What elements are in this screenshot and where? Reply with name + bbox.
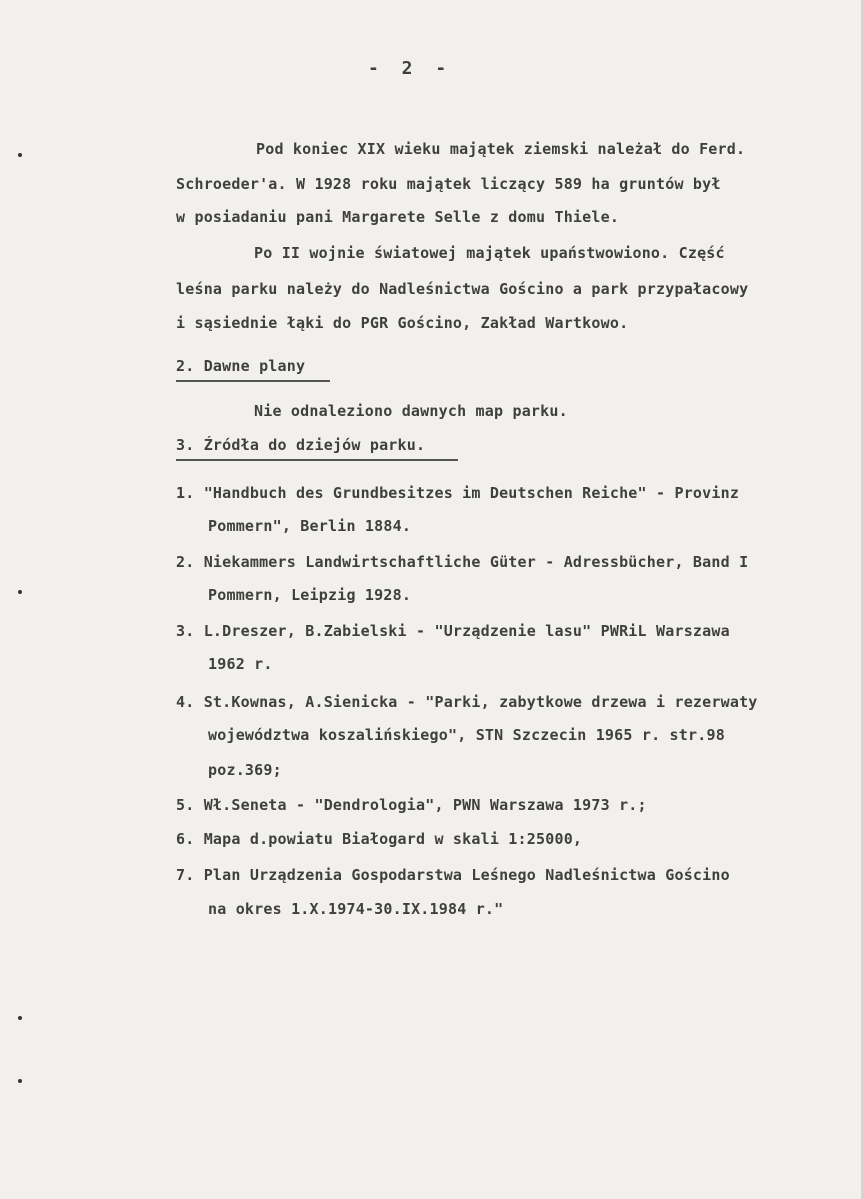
source-line: poz.369; bbox=[208, 761, 282, 779]
source-line: 1. "Handbuch des Grundbesitzes im Deutschen Reiche" - Provinz bbox=[176, 484, 740, 502]
margin-mark bbox=[18, 590, 22, 594]
paragraph-line: Po II wojnie światowej majątek upaństwowiono. Część bbox=[254, 244, 725, 262]
source-line: Pommern", Berlin 1884. bbox=[208, 517, 412, 535]
paragraph-line: Pod koniec XIX wieku majątek ziemski należał do Ferd. bbox=[256, 140, 746, 158]
paragraph-line: leśna parku należy do Nadleśnictwa Gościno a park przypałacowy bbox=[176, 280, 749, 298]
heading-underline bbox=[176, 380, 330, 382]
section-heading: 3. Źródła do dziejów parku. bbox=[176, 436, 426, 454]
margin-mark bbox=[18, 1016, 22, 1020]
source-line: 5. Wł.Seneta - "Dendrologia", PWN Warszawa 1973 r.; bbox=[176, 796, 647, 814]
heading-underline bbox=[176, 459, 458, 461]
margin-mark bbox=[18, 153, 22, 157]
paragraph-line: w posiadaniu pani Margarete Selle z domu Thiele. bbox=[176, 208, 620, 226]
source-line: na okres 1.X.1974-30.IX.1984 r." bbox=[208, 900, 504, 918]
page-number: - 2 - bbox=[368, 58, 453, 79]
margin-mark bbox=[18, 1079, 22, 1083]
section-heading: 2. Dawne plany bbox=[176, 357, 306, 375]
source-line: 1962 r. bbox=[208, 655, 273, 673]
source-line: 6. Mapa d.powiatu Białogard w skali 1:25000, bbox=[176, 830, 583, 848]
section-text: Nie odnaleziono dawnych map parku. bbox=[254, 402, 568, 420]
source-line: 2. Niekammers Landwirtschaftliche Güter - Adressbücher, Band I bbox=[176, 553, 749, 571]
source-line: województwa koszalińskiego", STN Szczecin 1965 r. str.98 bbox=[208, 726, 725, 744]
paragraph-line: Schroeder'a. W 1928 roku majątek liczący 589 ha gruntów był bbox=[176, 175, 721, 193]
source-line: 4. St.Kownas, A.Sienicka - "Parki, zabytkowe drzewa i rezerwaty bbox=[176, 693, 758, 711]
source-line: 3. L.Dreszer, B.Zabielski - "Urządzenie lasu" PWRiL Warszawa bbox=[176, 622, 730, 640]
paragraph-line: i sąsiednie łąki do PGR Gościno, Zakład Wartkowo. bbox=[176, 314, 629, 332]
source-line: Pommern, Leipzig 1928. bbox=[208, 586, 412, 604]
source-line: 7. Plan Urządzenia Gospodarstwa Leśnego Nadleśnictwa Gościno bbox=[176, 866, 730, 884]
